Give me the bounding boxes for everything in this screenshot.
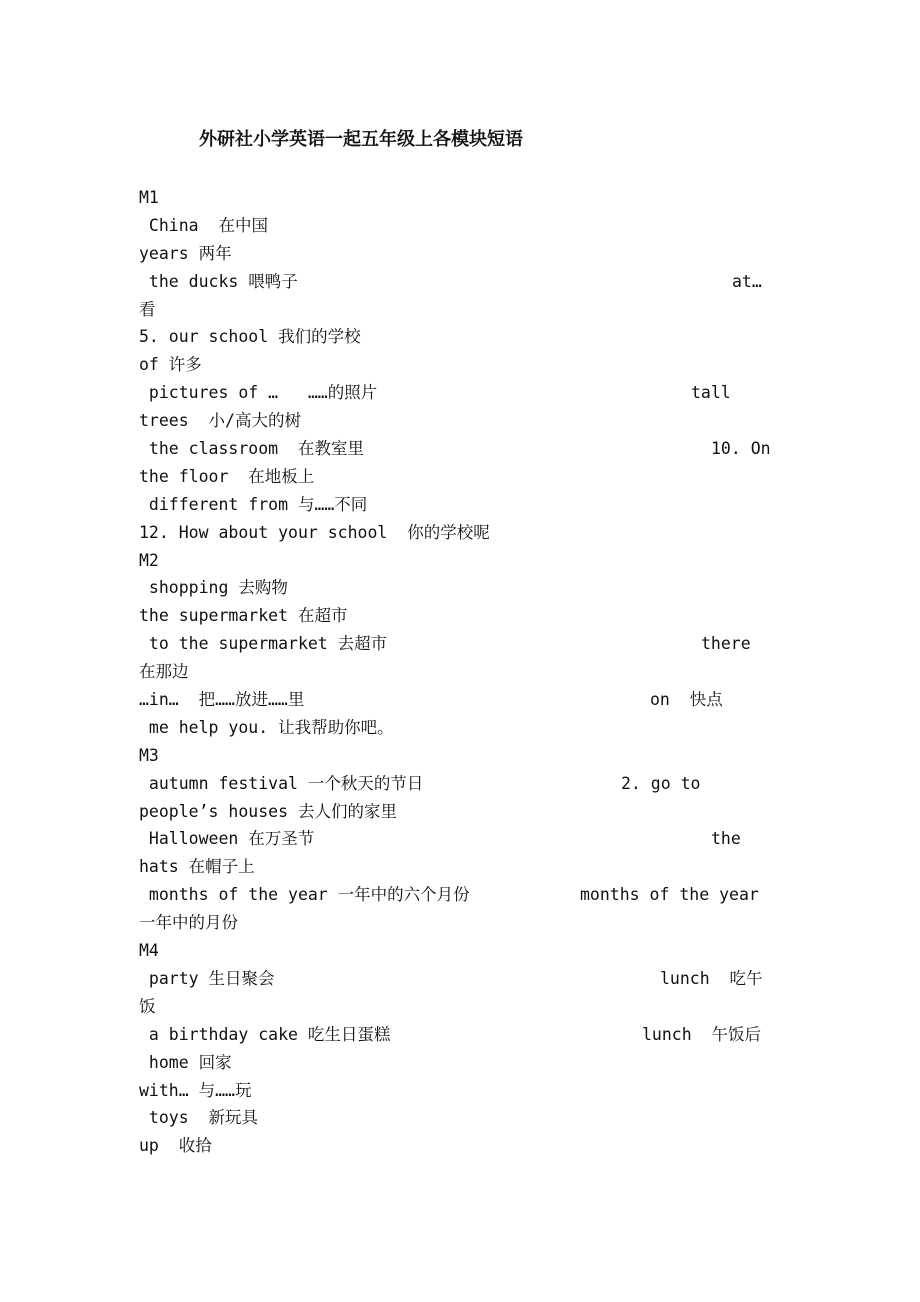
- document-line: [139, 491, 779, 519]
- line-text-right: 10. On: [711, 439, 771, 459]
- line-text-right: on 快点: [650, 690, 723, 710]
- document-line: [139, 323, 779, 351]
- document-line: [139, 714, 779, 742]
- document-line: [139, 1049, 779, 1077]
- line-text: home 回家: [139, 1052, 232, 1072]
- line-text-right: lunch 午饭后: [642, 1024, 762, 1044]
- document-line: [139, 742, 779, 770]
- line-text: up 收拾: [139, 1136, 212, 1156]
- line-text: of 许多: [139, 355, 202, 375]
- line-text: 饭: [139, 996, 156, 1016]
- line-text: 一年中的月份: [139, 913, 238, 933]
- line-text-right: months of the year: [580, 885, 759, 905]
- line-text: China 在中国: [139, 215, 268, 235]
- line-text: 12. How about your school 你的学校呢: [139, 522, 490, 542]
- line-text-right: lunch 吃午: [660, 968, 763, 988]
- line-text: the floor 在地板上: [139, 466, 315, 486]
- document-line: [139, 1132, 779, 1160]
- document-line: [139, 1077, 779, 1105]
- document-line: [139, 658, 779, 686]
- document-line: [139, 825, 779, 853]
- line-text: hats 在帽子上: [139, 857, 255, 877]
- document-line: [139, 965, 779, 993]
- document-line: [139, 463, 779, 491]
- document-line: [139, 798, 779, 826]
- document-line: [139, 268, 779, 296]
- line-text: a birthday cake 吃生日蛋糕: [139, 1024, 391, 1044]
- line-text-right: 2. go to: [621, 773, 701, 793]
- document-line: [139, 519, 779, 547]
- line-text: M1: [139, 188, 159, 207]
- document-line: [139, 407, 779, 435]
- line-text: 看: [139, 299, 156, 319]
- document-line: [139, 1104, 779, 1132]
- line-text: shopping 去购物: [139, 578, 288, 598]
- line-text-right: tall: [691, 383, 731, 403]
- document-line: [139, 184, 779, 212]
- line-text: 在那边: [139, 662, 189, 682]
- line-text: Halloween 在万圣节: [139, 829, 315, 849]
- document-line: [139, 993, 779, 1021]
- line-text: to the supermarket 去超市: [139, 634, 388, 654]
- line-text: M2: [139, 550, 159, 570]
- line-text: pictures of … ……的照片: [139, 383, 378, 403]
- line-text: M3: [139, 745, 159, 765]
- document-body: [139, 184, 779, 1160]
- line-text: 5. our school 我们的学校: [139, 327, 361, 347]
- document-line: [139, 770, 779, 798]
- document-line: [139, 435, 779, 463]
- line-text-right: there: [701, 634, 751, 654]
- document-line: [139, 630, 779, 658]
- document-line: [139, 909, 779, 937]
- line-text-right: the: [711, 829, 741, 849]
- document-line: [139, 296, 779, 324]
- line-text: trees 小/高大的树: [139, 411, 301, 431]
- document-line: [139, 686, 779, 714]
- document-line: [139, 351, 779, 379]
- document-line: [139, 379, 779, 407]
- document-line: [139, 602, 779, 630]
- document-line: [139, 881, 779, 909]
- document-line: [139, 547, 779, 575]
- line-text: autumn festival 一个秋天的节日: [139, 773, 424, 793]
- document-line: [139, 240, 779, 268]
- document-line: [139, 212, 779, 240]
- line-text-right: at…: [732, 271, 762, 291]
- line-text: different from 与……不同: [139, 494, 368, 514]
- document-line: [139, 853, 779, 881]
- line-text: …in… 把……放进……里: [139, 690, 305, 710]
- line-text: years 两年: [139, 243, 232, 263]
- document-line: [139, 574, 779, 602]
- line-text: months of the year 一年中的六个月份: [139, 885, 470, 905]
- line-text: the supermarket 在超市: [139, 606, 348, 626]
- line-text: M4: [139, 941, 159, 961]
- line-text: me help you. 让我帮助你吧。: [139, 717, 394, 737]
- document-line: [139, 937, 779, 965]
- page-title: 外研社小学英语一起五年级上各模块短语: [199, 129, 523, 150]
- line-text: the ducks 喂鸭子: [139, 271, 298, 291]
- document-line: [139, 1021, 779, 1049]
- line-text: party 生日聚会: [139, 968, 275, 988]
- line-text: toys 新玩具: [139, 1108, 259, 1128]
- line-text: people’s houses 去人们的家里: [139, 801, 397, 821]
- line-text: with… 与……玩: [139, 1080, 252, 1100]
- line-text: the classroom 在教室里: [139, 439, 364, 459]
